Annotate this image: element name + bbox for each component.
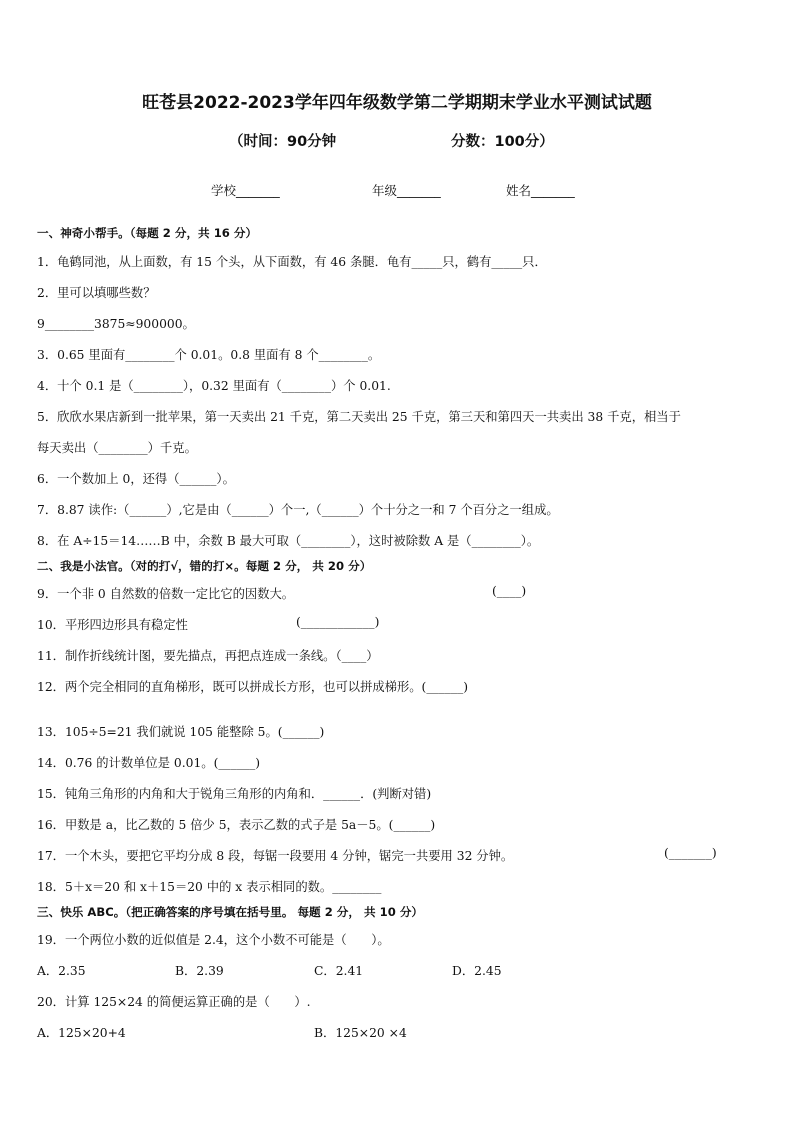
question-19-option-d: D．2.45 bbox=[452, 964, 502, 978]
question-20-option-b: B．125×20 ×4 bbox=[314, 1026, 407, 1040]
question-18: 18．5＋x＝20 和 x＋15＝20 中的 x 表示相同的数。________ bbox=[37, 880, 382, 894]
question-7: 7．8.87 读作:（______）,它是由（______）个一,（______）个十分之一和 7 个百分之一组成。 bbox=[37, 503, 559, 517]
exam-time: （时间：90分钟 bbox=[229, 134, 337, 150]
question-11: 11．制作折线统计图，要先描点，再把点连成一条线。（____） bbox=[37, 649, 379, 663]
question-5-line2: 每天卖出（________）千克。 bbox=[37, 441, 197, 455]
section-2-heading: 二、我是小法官。（对的打√，错的打×。每题 2 分， 共 20 分） bbox=[37, 559, 372, 573]
question-20: 20．计算 125×24 的简便运算正确的是（ ）. bbox=[37, 995, 311, 1009]
section-3-heading: 三、快乐 ABC。（把正确答案的序号填在括号里。 每题 2 分， 共 10 分） bbox=[37, 905, 424, 919]
exam-title: 旺苍县2022-2023学年四年级数学第二学期期末学业水平测试试题 bbox=[142, 93, 652, 113]
question-5-line1: 5．欣欣水果店新到一批苹果，第一天卖出 21 千克，第二天卖出 25 千克，第三天和第四天一共卖出 38 千克，相当于 bbox=[37, 410, 681, 424]
grade-field: 年级_______ bbox=[372, 183, 441, 198]
question-17: 17．一个木头，要把它平均分成 8 段，每锯一段要用 4 分钟，锯完一共要用 32 分钟。 bbox=[37, 849, 514, 863]
school-field: 学校_______ bbox=[211, 183, 280, 198]
question-9: 9．一个非 0 自然数的倍数一定比它的因数大。 bbox=[37, 587, 295, 601]
question-13: 13．105÷5=21 我们就说 105 能整除 5。(______) bbox=[37, 725, 325, 739]
question-17-answer: (_______) bbox=[664, 846, 717, 860]
question-15: 15．钝角三角形的内角和大于锐角三角形的内角和．______．(判断对错) bbox=[37, 787, 432, 801]
question-8: 8．在 A÷15＝14……B 中，余数 B 最大可取（________），这时被除数 A 是（________）。 bbox=[37, 534, 540, 548]
question-1: 1．龟鹤同池，从上面数，有 15 个头，从下面数，有 46 条腿．龟有_____只，鹤有_____只． bbox=[37, 255, 547, 269]
question-16: 16．甲数是 a，比乙数的 5 倍少 5，表示乙数的式子是 5a－5。(______) bbox=[37, 818, 436, 832]
question-20-option-a: A．125×20+4 bbox=[37, 1026, 126, 1040]
question-19: 19．一个两位小数的近似值是 2.4，这个小数不可能是（ ）。 bbox=[37, 933, 390, 947]
exam-score: 分数：100分） bbox=[451, 134, 554, 150]
question-10: 10．平形四边形具有稳定性 bbox=[37, 618, 188, 632]
name-field: 姓名_______ bbox=[506, 183, 575, 198]
question-19-option-c: C．2.41 bbox=[314, 964, 364, 978]
question-19-option-b: B．2.39 bbox=[175, 964, 224, 978]
question-3: 3．0.65 里面有________个 0.01。0.8 里面有 8 个________。 bbox=[37, 348, 381, 362]
question-14: 14．0.76 的计数单位是 0.01。(______) bbox=[37, 756, 261, 770]
question-9-answer: (____) bbox=[492, 584, 527, 598]
question-2: 2．里可以填哪些数？ bbox=[37, 286, 156, 300]
question-12: 12．两个完全相同的直角梯形，既可以拼成长方形，也可以拼成梯形。(______) bbox=[37, 680, 469, 694]
question-6: 6．一个数加上 0，还得（______）。 bbox=[37, 472, 235, 486]
question-2-blank: 9________3875≈900000。 bbox=[37, 317, 195, 331]
question-10-answer: (____________) bbox=[296, 615, 380, 629]
question-4: 4．十个 0.1 是（________），0.32 里面有（________）个 0.01. bbox=[37, 379, 391, 393]
section-1-heading: 一、神奇小帮手。（每题 2 分，共 16 分） bbox=[37, 226, 258, 240]
question-19-option-a: A．2.35 bbox=[37, 964, 86, 978]
